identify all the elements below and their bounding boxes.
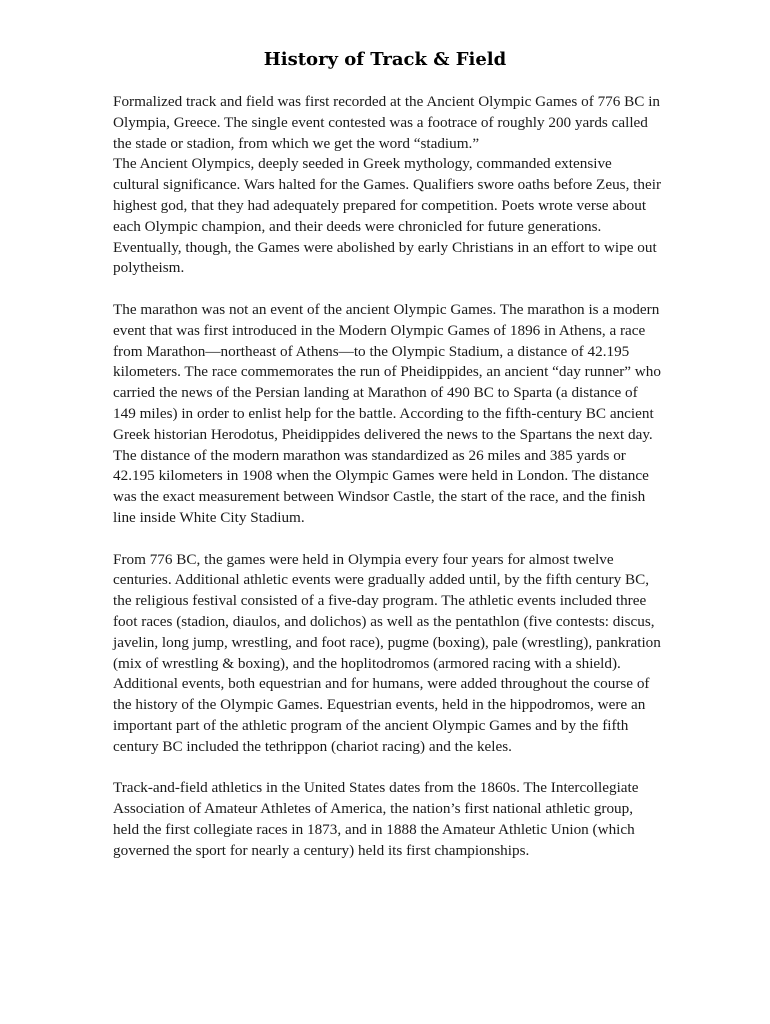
- paragraph-marathon: The marathon was not an event of the ancient Olympic Games. The marathon is a modern event that was first introduced in the Modern Olympic Games of 1896 in Athens, a race from Marathon—northeast of Athens—to the Olympic Stadium, a distance of 42.195 kilometers. The race commemorates the run of Pheidippides, an ancient “day runner” who carried the news of the Persian landing at Marathon of 490 BC to Sparta (a distance of 149 miles) in order to enlist help for the battle. According to the fifth-century BC ancient Greek historian Herodotus, Pheidippides delivered the news to the Spartans the next day. The distance of the modern marathon was standardized as 26 miles and 385 yards or 42.195 kilometers in 1908 when the Olympic Games were held in London. The distance was the exact measurement between Windsor Castle, the start of the race, and the finish line inside White City Stadium.: [113, 300, 661, 526]
- document-title: History of Track & Field: [263, 49, 507, 70]
- paragraph-ancient-origins: Formalized track and field was first recorded at the Ancient Olympic Games of 776 BC in Olympia, Greece. The single event contested was a footrace of roughly 200 yards called the stade or stadion, from which we get the word “stadium.”: [113, 93, 661, 152]
- paragraph-ancient-olympics: The Ancient Olympics, deeply seeded in Greek mythology, commanded extensive cultural significance. Wars halted for the Games. Qualifiers swore oaths before Zeus, their highest god, that they had adequately prepared for competition. Poets wrote verse about each Olympic champion, and their deeds were chronicled for future generations. Eventually, though, the Games were abolished by early Christians in an effort to wipe out polytheism.: [113, 155, 662, 277]
- paragraph-olympia-events: From 776 BC, the games were held in Olympia every four years for almost twelve centuries. Additional athletic events were gradually added until, by the fifth century BC, the religious festival consisted of a five-day program. The athletic events included three foot races (stadion, diaulos, and dolichos) as well as the pentathlon (five contests: discus, javelin, long jump, wrestling, and foot race), pugme (boxing), pale (wrestling), pankration (mix of wrestling & boxing), and the hoplitodromos (armored racing with a shield). Additional events, both equestrian and for humans, were added throughout the course of the history of the Olympic Games. Equestrian events, held in the hippodromos, were an important part of the athletic program of the ancient Olympic Games and by the fifth century BC included the tethrippon (chariot racing) and the keles.: [113, 550, 661, 755]
- paragraph-united-states: Track-and-field athletics in the United States dates from the 1860s. The Intercollegiate Association of Amateur Athletes of America, the nation’s first national athletic group, held the first collegiate races in 1873, and in 1888 the Amateur Athletic Union (which governed the sport for nearly a century) held its first championships.: [113, 779, 639, 859]
- document-body: [113, 92, 661, 882]
